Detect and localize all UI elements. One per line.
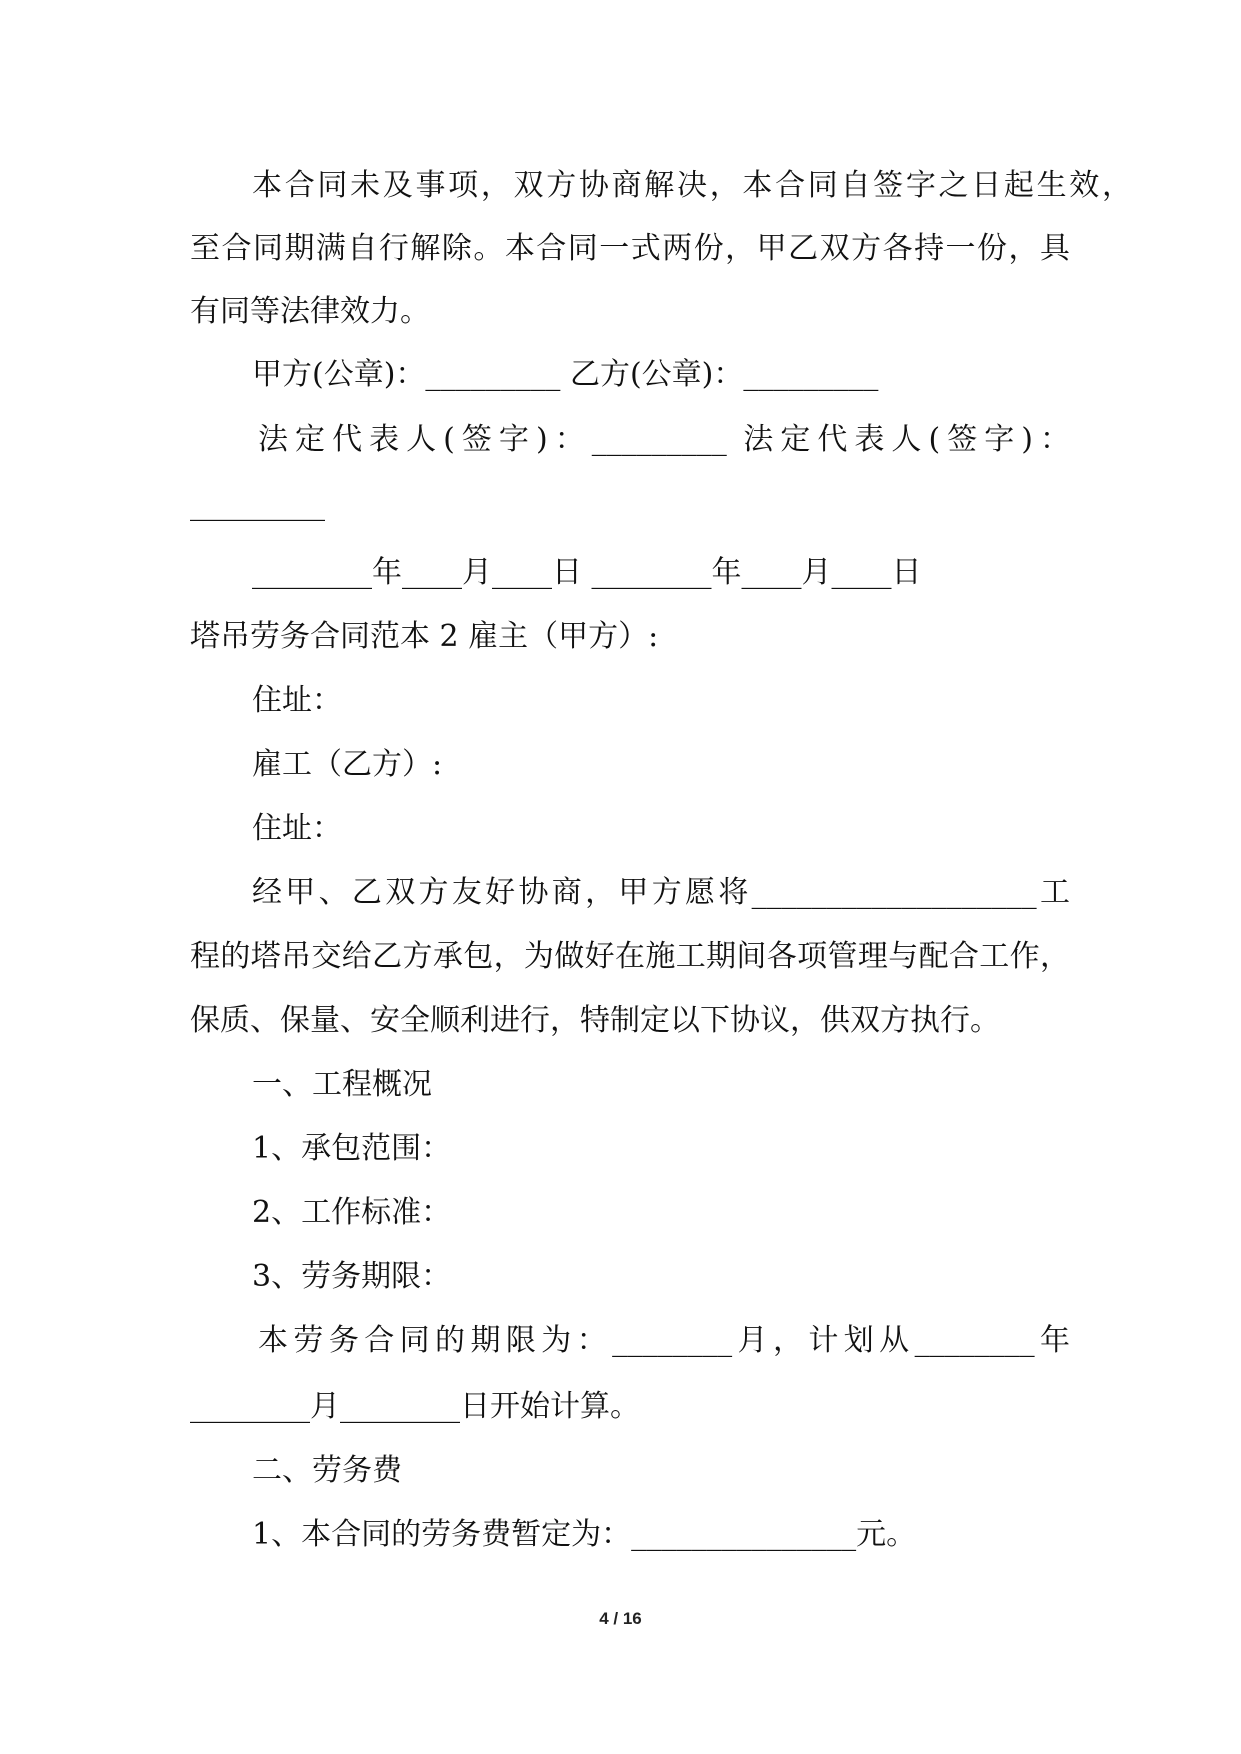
signature-line-representative: 法定代表人(签字)：_________ 法定代表人(签字)： [258, 422, 1070, 457]
date-line: ________年____月____日 ________年____月____日 [252, 555, 922, 590]
heading-labor-fee: 二、劳务费 [252, 1453, 402, 1488]
list-item: 1、本合同的劳务费暂定为：_______________元。 [252, 1517, 917, 1552]
paragraph-line: 有同等法律效力。 [190, 294, 430, 329]
employee-label: 雇工（乙方）: [252, 747, 443, 782]
paragraph-line: 经甲、乙双方友好协商，甲方愿将___________________工 [252, 875, 1070, 910]
signature-line-seal: 甲方(公章)：_________ 乙方(公章)：_________ [252, 357, 879, 392]
address-label: 住址： [252, 811, 342, 846]
page-number: 4 / 16 [599, 1609, 642, 1628]
paragraph-line: 本合同未及事项，双方协商解决，本合同自签字之日起生效， [252, 168, 1132, 203]
signature-line-continuation: _________ [190, 487, 325, 522]
paragraph-line: 至合同期满自行解除。本合同一式两份，甲乙双方各持一份，具 [190, 231, 1070, 266]
list-item: 1、承包范围： [252, 1131, 452, 1166]
paragraph-line: 保质、保量、安全顺利进行，特制定以下协议，供双方执行。 [190, 1003, 1000, 1038]
section-title: 塔吊劳务合同范本 2 雇主（甲方）: [190, 619, 659, 654]
paragraph-line: 本劳务合同的期限为：________月，计划从________年 [258, 1323, 1070, 1358]
paragraph-line: ________月________日开始计算。 [190, 1389, 640, 1424]
list-item: 2、工作标准： [252, 1195, 452, 1230]
list-item: 3、劳务期限： [252, 1259, 452, 1294]
address-label: 住址： [252, 683, 342, 718]
paragraph-line: 程的塔吊交给乙方承包，为做好在施工期间各项管理与配合工作， [190, 939, 1070, 974]
heading-project-overview: 一、工程概况 [252, 1067, 432, 1102]
